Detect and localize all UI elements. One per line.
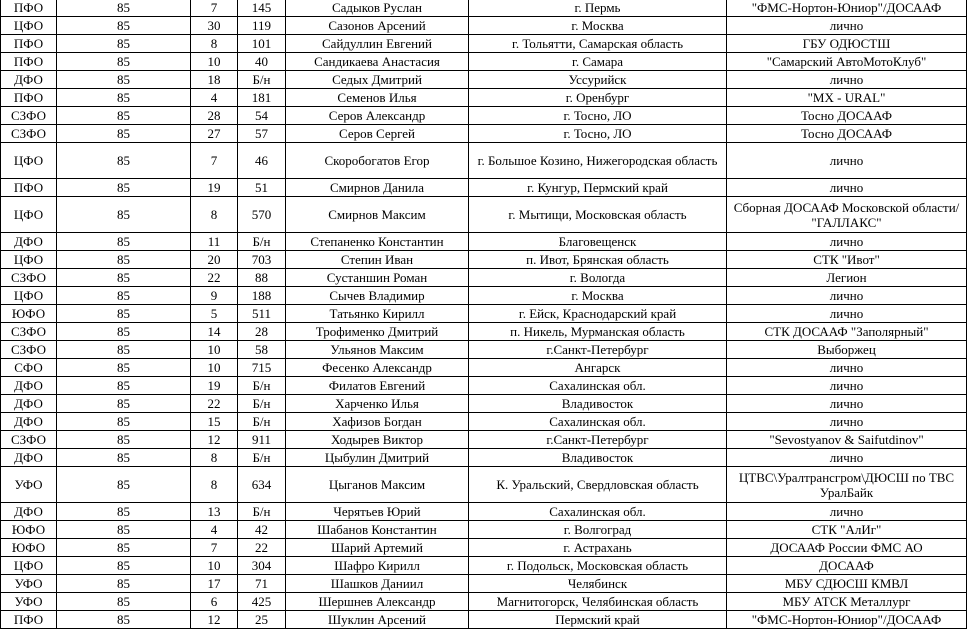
cell-class: 85 <box>57 35 191 53</box>
cell-place: 8 <box>191 197 238 233</box>
cell-rider-name: Цыганов Максим <box>286 467 469 503</box>
cell-class: 85 <box>57 377 191 395</box>
cell-district: ДФО <box>1 503 57 521</box>
cell-class: 85 <box>57 53 191 71</box>
cell-number: Б/н <box>238 413 286 431</box>
cell-team: МБУ АТСК Металлург <box>727 593 967 611</box>
cell-city: Ангарск <box>469 359 727 377</box>
cell-rider-name: Скоробогатов Егор <box>286 143 469 179</box>
cell-class: 85 <box>57 143 191 179</box>
cell-place: 9 <box>191 287 238 305</box>
cell-number: 145 <box>238 0 286 17</box>
cell-team: Сборная ДОСААФ Московской области/ "ГАЛЛАКС" <box>727 197 967 233</box>
cell-rider-name: Фесенко Александр <box>286 359 469 377</box>
cell-city: г. Вологда <box>469 269 727 287</box>
cell-rider-name: Сычев Владимир <box>286 287 469 305</box>
cell-class: 85 <box>57 179 191 197</box>
cell-team: лично <box>727 377 967 395</box>
cell-class: 85 <box>57 197 191 233</box>
cell-rider-name: Шашков Даниил <box>286 575 469 593</box>
cell-rider-name: Сустаншин Роман <box>286 269 469 287</box>
table-row <box>1 233 967 251</box>
cell-class: 85 <box>57 395 191 413</box>
cell-district: СФО <box>1 359 57 377</box>
cell-number: 40 <box>238 53 286 71</box>
table-row <box>1 71 967 89</box>
cell-class: 85 <box>57 269 191 287</box>
cell-place: 30 <box>191 17 238 35</box>
cell-city: г. Волгоград <box>469 521 727 539</box>
cell-rider-name: Сайдуллин Евгений <box>286 35 469 53</box>
cell-district: ЦФО <box>1 197 57 233</box>
table-row <box>1 341 967 359</box>
table-row <box>1 0 967 17</box>
cell-team: ДОСААФ России ФМС АО <box>727 539 967 557</box>
cell-number: 181 <box>238 89 286 107</box>
cell-city: Уссурийск <box>469 71 727 89</box>
cell-number: 511 <box>238 305 286 323</box>
cell-place: 4 <box>191 89 238 107</box>
cell-class: 85 <box>57 17 191 35</box>
cell-rider-name: Седых Дмитрий <box>286 71 469 89</box>
cell-district: УФО <box>1 575 57 593</box>
cell-place: 10 <box>191 341 238 359</box>
cell-number: Б/н <box>238 233 286 251</box>
cell-number: 88 <box>238 269 286 287</box>
cell-city: Сахалинская обл. <box>469 377 727 395</box>
cell-district: ДФО <box>1 449 57 467</box>
cell-city: г. Москва <box>469 17 727 35</box>
cell-district: ДФО <box>1 71 57 89</box>
cell-rider-name: Филатов Евгений <box>286 377 469 395</box>
table-row <box>1 611 967 629</box>
cell-place: 22 <box>191 395 238 413</box>
cell-rider-name: Сандикаева Анастасия <box>286 53 469 71</box>
table-row <box>1 449 967 467</box>
cell-number: 188 <box>238 287 286 305</box>
cell-place: 7 <box>191 143 238 179</box>
cell-class: 85 <box>57 71 191 89</box>
cell-rider-name: Хафизов Богдан <box>286 413 469 431</box>
cell-number: 25 <box>238 611 286 629</box>
cell-team: лично <box>727 233 967 251</box>
cell-place: 20 <box>191 251 238 269</box>
cell-team: лично <box>727 449 967 467</box>
cell-place: 17 <box>191 575 238 593</box>
cell-city: г. Пермь <box>469 0 727 17</box>
cell-team: Тосно ДОСААФ <box>727 125 967 143</box>
table-body <box>1 0 967 629</box>
cell-number: 51 <box>238 179 286 197</box>
cell-district: СЗФО <box>1 341 57 359</box>
cell-number: 715 <box>238 359 286 377</box>
table-row <box>1 539 967 557</box>
cell-team: "ФМС-Нортон-Юниор"/ДОСААФ <box>727 0 967 17</box>
cell-number: 71 <box>238 575 286 593</box>
cell-number: Б/н <box>238 503 286 521</box>
cell-district: ЦФО <box>1 557 57 575</box>
cell-city: п. Ивот, Брянская область <box>469 251 727 269</box>
cell-place: 14 <box>191 323 238 341</box>
cell-team: ГБУ ОДЮСТШ <box>727 35 967 53</box>
cell-city: г. Подольск, Московская область <box>469 557 727 575</box>
cell-team: лично <box>727 503 967 521</box>
cell-number: 42 <box>238 521 286 539</box>
table-row <box>1 593 967 611</box>
cell-class: 85 <box>57 287 191 305</box>
cell-rider-name: Смирнов Максим <box>286 197 469 233</box>
cell-district: УФО <box>1 467 57 503</box>
cell-team: Легион <box>727 269 967 287</box>
cell-district: СЗФО <box>1 125 57 143</box>
cell-place: 7 <box>191 0 238 17</box>
cell-city: г. Мытищи, Московская область <box>469 197 727 233</box>
cell-team: лично <box>727 305 967 323</box>
cell-rider-name: Ходырев Виктор <box>286 431 469 449</box>
cell-number: 28 <box>238 323 286 341</box>
cell-district: ПФО <box>1 89 57 107</box>
cell-class: 85 <box>57 305 191 323</box>
cell-class: 85 <box>57 521 191 539</box>
table-row <box>1 89 967 107</box>
cell-class: 85 <box>57 557 191 575</box>
cell-place: 18 <box>191 71 238 89</box>
cell-place: 28 <box>191 107 238 125</box>
cell-number: 57 <box>238 125 286 143</box>
cell-rider-name: Степаненко Константин <box>286 233 469 251</box>
cell-city: г. Москва <box>469 287 727 305</box>
cell-district: ДФО <box>1 377 57 395</box>
cell-rider-name: Сазонов Арсений <box>286 17 469 35</box>
cell-place: 12 <box>191 431 238 449</box>
cell-rider-name: Садыков Руслан <box>286 0 469 17</box>
cell-team: СТК ДОСААФ "Заполярный" <box>727 323 967 341</box>
cell-place: 8 <box>191 449 238 467</box>
table-row <box>1 53 967 71</box>
cell-team: лично <box>727 143 967 179</box>
table-row <box>1 17 967 35</box>
cell-city: г. Ейск, Краснодарский край <box>469 305 727 323</box>
cell-team: лично <box>727 395 967 413</box>
table-row <box>1 431 967 449</box>
table-row <box>1 287 967 305</box>
cell-team: СТК "АлИг" <box>727 521 967 539</box>
cell-place: 6 <box>191 593 238 611</box>
cell-place: 13 <box>191 503 238 521</box>
cell-district: СЗФО <box>1 323 57 341</box>
cell-number: 58 <box>238 341 286 359</box>
cell-number: 304 <box>238 557 286 575</box>
cell-district: СЗФО <box>1 107 57 125</box>
cell-place: 4 <box>191 521 238 539</box>
cell-district: ЮФО <box>1 539 57 557</box>
table-row <box>1 107 967 125</box>
cell-city: г. Самара <box>469 53 727 71</box>
cell-rider-name: Трофименко Дмитрий <box>286 323 469 341</box>
cell-class: 85 <box>57 611 191 629</box>
table-row <box>1 359 967 377</box>
cell-place: 8 <box>191 35 238 53</box>
table-row <box>1 179 967 197</box>
cell-class: 85 <box>57 233 191 251</box>
cell-place: 19 <box>191 377 238 395</box>
table-row <box>1 467 967 503</box>
cell-team: ЦТВС\Уралтрансгром\ДЮСШ по ТВС УралБайк <box>727 467 967 503</box>
cell-district: ПФО <box>1 611 57 629</box>
cell-district: ЦФО <box>1 287 57 305</box>
cell-number: 119 <box>238 17 286 35</box>
cell-rider-name: Цыбулин Дмитрий <box>286 449 469 467</box>
table-row <box>1 377 967 395</box>
cell-team: "Sevostyanov & Saifutdinov" <box>727 431 967 449</box>
cell-class: 85 <box>57 575 191 593</box>
table-row <box>1 251 967 269</box>
table-row <box>1 125 967 143</box>
cell-team: "Самарский АвтоМотоКлуб" <box>727 53 967 71</box>
cell-team: лично <box>727 413 967 431</box>
cell-number: 634 <box>238 467 286 503</box>
cell-city: Пермский край <box>469 611 727 629</box>
table-row <box>1 35 967 53</box>
cell-city: Сахалинская обл. <box>469 413 727 431</box>
cell-city: г. Оренбург <box>469 89 727 107</box>
cell-class: 85 <box>57 449 191 467</box>
cell-team: Выборжец <box>727 341 967 359</box>
table-row <box>1 413 967 431</box>
cell-number: Б/н <box>238 449 286 467</box>
cell-place: 11 <box>191 233 238 251</box>
cell-district: УФО <box>1 593 57 611</box>
cell-class: 85 <box>57 467 191 503</box>
cell-city: К. Уральский, Свердловская область <box>469 467 727 503</box>
cell-city: п. Никель, Мурманская область <box>469 323 727 341</box>
cell-team: лично <box>727 179 967 197</box>
cell-district: ЮФО <box>1 521 57 539</box>
cell-district: СЗФО <box>1 269 57 287</box>
table-row <box>1 143 967 179</box>
cell-number: 570 <box>238 197 286 233</box>
cell-class: 85 <box>57 125 191 143</box>
cell-class: 85 <box>57 413 191 431</box>
cell-city: г. Тольятти, Самарская область <box>469 35 727 53</box>
cell-city: Магнитогорск, Челябинская область <box>469 593 727 611</box>
cell-place: 10 <box>191 53 238 71</box>
table-row <box>1 521 967 539</box>
cell-rider-name: Шафро Кирилл <box>286 557 469 575</box>
cell-class: 85 <box>57 0 191 17</box>
cell-place: 8 <box>191 467 238 503</box>
cell-city: г. Тосно, ЛО <box>469 107 727 125</box>
cell-number: 101 <box>238 35 286 53</box>
cell-class: 85 <box>57 323 191 341</box>
cell-place: 15 <box>191 413 238 431</box>
cell-rider-name: Харченко Илья <box>286 395 469 413</box>
cell-team: лично <box>727 17 967 35</box>
cell-city: г.Санкт-Петербург <box>469 431 727 449</box>
cell-city: Челябинск <box>469 575 727 593</box>
cell-number: 54 <box>238 107 286 125</box>
cell-place: 7 <box>191 539 238 557</box>
cell-rider-name: Татьянко Кирилл <box>286 305 469 323</box>
cell-team: СТК "Ивот" <box>727 251 967 269</box>
cell-district: ДФО <box>1 233 57 251</box>
cell-city: г. Большое Козино, Нижегородская область <box>469 143 727 179</box>
cell-district: ЦФО <box>1 17 57 35</box>
cell-city: Владивосток <box>469 449 727 467</box>
cell-district: ПФО <box>1 0 57 17</box>
cell-rider-name: Шарий Артемий <box>286 539 469 557</box>
cell-rider-name: Семенов Илья <box>286 89 469 107</box>
cell-city: Сахалинская обл. <box>469 503 727 521</box>
table-row <box>1 395 967 413</box>
cell-class: 85 <box>57 539 191 557</box>
cell-district: ПФО <box>1 35 57 53</box>
cell-district: ЦФО <box>1 251 57 269</box>
table-row <box>1 305 967 323</box>
cell-team: "MX - URAL" <box>727 89 967 107</box>
cell-rider-name: Шершнев Александр <box>286 593 469 611</box>
cell-place: 19 <box>191 179 238 197</box>
cell-rider-name: Степин Иван <box>286 251 469 269</box>
cell-place: 12 <box>191 611 238 629</box>
cell-district: СЗФО <box>1 431 57 449</box>
cell-number: 911 <box>238 431 286 449</box>
table-row <box>1 503 967 521</box>
cell-district: ПФО <box>1 179 57 197</box>
cell-class: 85 <box>57 251 191 269</box>
cell-rider-name: Черятьев Юрий <box>286 503 469 521</box>
cell-number: 703 <box>238 251 286 269</box>
table-row <box>1 557 967 575</box>
cell-district: ЮФО <box>1 305 57 323</box>
cell-team: ДОСААФ <box>727 557 967 575</box>
cell-class: 85 <box>57 107 191 125</box>
cell-class: 85 <box>57 431 191 449</box>
table-row <box>1 197 967 233</box>
cell-class: 85 <box>57 341 191 359</box>
cell-rider-name: Ульянов Максим <box>286 341 469 359</box>
cell-city: г.Санкт-Петербург <box>469 341 727 359</box>
cell-number: 425 <box>238 593 286 611</box>
cell-place: 27 <box>191 125 238 143</box>
cell-city: г. Астрахань <box>469 539 727 557</box>
cell-number: Б/н <box>238 71 286 89</box>
cell-rider-name: Шабанов Константин <box>286 521 469 539</box>
cell-team: лично <box>727 287 967 305</box>
cell-number: Б/н <box>238 395 286 413</box>
cell-rider-name: Смирнов Данила <box>286 179 469 197</box>
cell-district: ДФО <box>1 413 57 431</box>
cell-class: 85 <box>57 593 191 611</box>
cell-city: г. Тосно, ЛО <box>469 125 727 143</box>
cell-rider-name: Серов Александр <box>286 107 469 125</box>
cell-place: 10 <box>191 359 238 377</box>
cell-team: "ФМС-Нортон-Юниор"/ДОСААФ <box>727 611 967 629</box>
table-row <box>1 269 967 287</box>
table-row <box>1 323 967 341</box>
cell-class: 85 <box>57 359 191 377</box>
cell-team: лично <box>727 71 967 89</box>
cell-place: 22 <box>191 269 238 287</box>
cell-district: ДФО <box>1 395 57 413</box>
cell-team: лично <box>727 359 967 377</box>
cell-number: 22 <box>238 539 286 557</box>
cell-district: ЦФО <box>1 143 57 179</box>
cell-team: МБУ СДЮСШ КМВЛ <box>727 575 967 593</box>
cell-city: Благовещенск <box>469 233 727 251</box>
cell-number: 46 <box>238 143 286 179</box>
cell-team: Тосно ДОСААФ <box>727 107 967 125</box>
cell-district: ПФО <box>1 53 57 71</box>
cell-class: 85 <box>57 89 191 107</box>
cell-rider-name: Шуклин Арсений <box>286 611 469 629</box>
cell-number: Б/н <box>238 377 286 395</box>
cell-city: г. Кунгур, Пермский край <box>469 179 727 197</box>
cell-class: 85 <box>57 503 191 521</box>
cell-rider-name: Серов Сергей <box>286 125 469 143</box>
cell-city: Владивосток <box>469 395 727 413</box>
cell-place: 5 <box>191 305 238 323</box>
table-row <box>1 575 967 593</box>
cell-place: 10 <box>191 557 238 575</box>
